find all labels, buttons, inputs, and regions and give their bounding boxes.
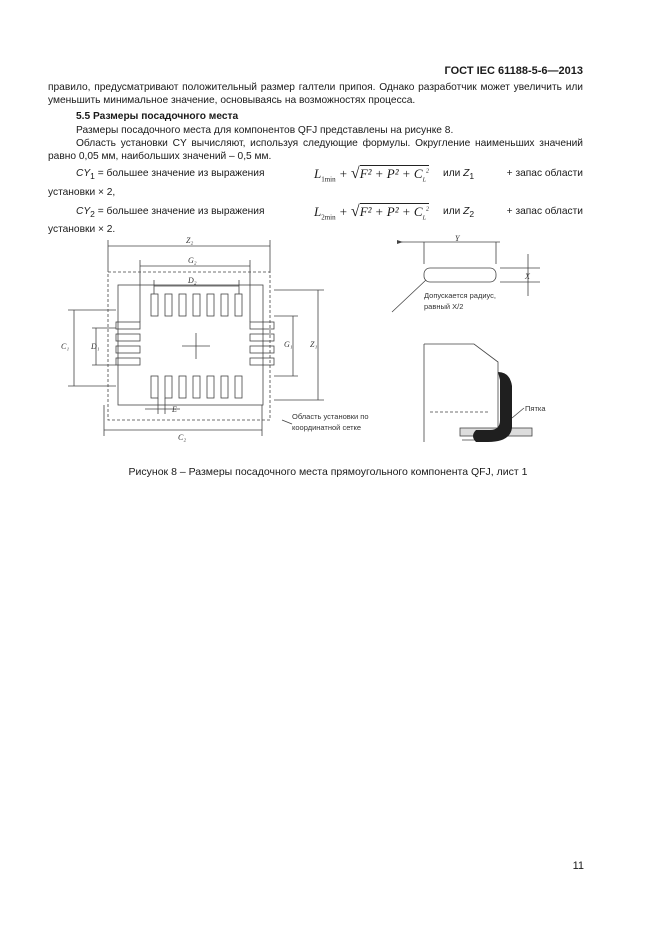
label-d1: D₁ bbox=[91, 342, 100, 351]
note-radius-line2: равный X/2 bbox=[424, 302, 464, 311]
right-pads bbox=[250, 322, 274, 365]
paragraph-solder-fillet: правило, предусматривают положительный размер галтели припоя. Однако разработчик может увеличить или уменьшить минимальное значение, основываясь на возможностях процесса. bbox=[48, 82, 583, 107]
note-heel: Пятка bbox=[525, 404, 546, 413]
left-pads bbox=[116, 322, 140, 365]
eq1-l: L bbox=[314, 166, 322, 181]
document-header: ГОСТ IEC 61188-5-6—2013 bbox=[444, 65, 583, 77]
eq1-radicand: F² + P² + C bbox=[359, 166, 423, 181]
eq1-l-sub: 1min bbox=[321, 175, 336, 184]
label-x: X bbox=[525, 272, 530, 281]
eq2-l-sub: 2min bbox=[321, 213, 336, 222]
eq2-lhs: CY bbox=[76, 206, 91, 217]
eq1-radicand-sub: L bbox=[422, 177, 426, 184]
j-lead-shape bbox=[473, 372, 512, 442]
eq1-text: = большее значение из выражения bbox=[97, 168, 265, 179]
note-courtyard-line2: координатной сетке bbox=[292, 423, 362, 432]
eq2-z: Z bbox=[463, 206, 470, 217]
eq2-or: или bbox=[443, 206, 461, 217]
eq1-z: Z bbox=[463, 168, 470, 179]
eq2-formula: $L_{2min} + √F^2 + P^2 + C_L^2$ bbox=[314, 203, 429, 222]
label-e: E bbox=[172, 405, 177, 414]
eq2-text: = большее значение из выражения bbox=[97, 206, 265, 217]
eq2-continuation: установки × 2. bbox=[48, 224, 116, 235]
note-courtyard-line1: Область установки по bbox=[292, 412, 369, 421]
label-c2: C₂ bbox=[178, 433, 187, 442]
eq1-continuation: установки × 2, bbox=[48, 187, 116, 198]
section-heading: 5.5 Размеры посадочного места bbox=[76, 111, 239, 122]
eq2-z-sub: 2 bbox=[469, 209, 475, 220]
eq2-radicand-sub: L bbox=[422, 215, 426, 222]
eq1-formula: $L_{1min} + √F^2 + P^2 + C_L^2$ bbox=[314, 165, 429, 184]
label-c1: C₁ bbox=[61, 342, 70, 351]
label-z1: Z₁ bbox=[310, 340, 318, 349]
eq1-tail: + запас области bbox=[506, 168, 583, 179]
eq2-lhs-sub: 2 bbox=[90, 209, 95, 220]
eq1-lhs: CY bbox=[76, 168, 91, 179]
label-g2: G₂ bbox=[188, 256, 197, 265]
label-z2: Z₂ bbox=[186, 236, 194, 245]
eq1-lhs-sub: 1 bbox=[90, 171, 95, 182]
label-d2: D₂ bbox=[188, 276, 197, 285]
eq1-radicand-sup: 2 bbox=[425, 168, 429, 175]
lead-body-outline bbox=[424, 344, 498, 440]
eq2-radicand-sup: 2 bbox=[425, 206, 429, 213]
paragraph-land-pattern: Размеры посадочного места для компонентов QFJ представлены на рисунке 8. bbox=[76, 125, 454, 136]
bottom-pads bbox=[151, 376, 242, 398]
eq1-z-sub: 1 bbox=[469, 171, 475, 182]
note-radius-line1: Допускается радиус, bbox=[424, 291, 497, 300]
eq2-l: L bbox=[314, 204, 322, 219]
figure-qfj-land-pattern bbox=[0, 232, 661, 454]
paragraph-courtyard: Область установки CY вычисляют, используя следующие формулы. Округление наименьших значений равно 0,05 мм, наибольших значений – 0,5 мм. bbox=[48, 138, 583, 163]
page-number: 11 bbox=[572, 860, 584, 872]
label-g1: G₁ bbox=[284, 340, 293, 349]
label-y: Y bbox=[455, 234, 460, 243]
eq1-or: или bbox=[443, 168, 461, 179]
eq2-tail: + запас области bbox=[506, 206, 583, 217]
equation-cy1 bbox=[48, 163, 583, 189]
top-pads bbox=[151, 294, 242, 316]
pad-side-view bbox=[424, 268, 496, 282]
figure-caption: Рисунок 8 – Размеры посадочного места прямоугольного компонента QFJ, лист 1 bbox=[128, 466, 528, 478]
eq2-radicand: F² + P² + C bbox=[359, 204, 423, 219]
